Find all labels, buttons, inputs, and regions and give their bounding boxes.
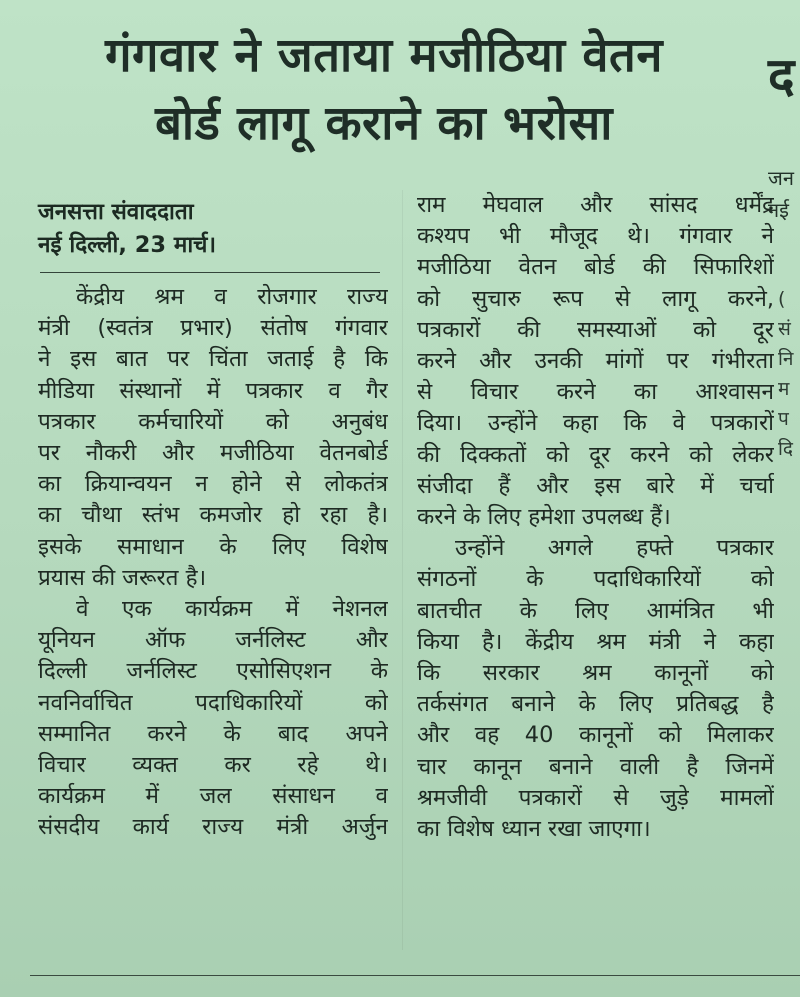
article-line: से विचार करने का आश्वासन bbox=[417, 379, 774, 406]
headline bbox=[14, 22, 754, 158]
adjacent-text-line: ( bbox=[778, 288, 786, 310]
byline-dateline: नई दिल्ली, 23 मार्च। bbox=[38, 232, 216, 258]
article-line: प्रयास की जरूरत है। bbox=[38, 564, 207, 591]
byline-rule bbox=[40, 272, 380, 273]
article-line: पत्रकार कर्मचारियों को अनुबंध bbox=[38, 408, 388, 435]
article-line: सम्मानित करने के बाद अपने bbox=[38, 720, 388, 747]
article-line: इसके समाधान के लिए विशेष bbox=[38, 533, 388, 560]
column-divider bbox=[402, 190, 403, 950]
adjacent-text-fragments bbox=[778, 284, 793, 464]
article-line: संगठनों के पदाधिकारियों को bbox=[417, 566, 774, 593]
adjacent-byline-line: जन bbox=[768, 166, 794, 190]
article-line: वे एक कार्यक्रम में नेशनल bbox=[76, 596, 388, 623]
adjacent-text-line: नि bbox=[778, 348, 794, 370]
article-line: श्रमजीवी पत्रकारों से जुड़े मामलों bbox=[417, 784, 774, 811]
byline bbox=[38, 196, 216, 262]
article-line: चार कानून बनाने वाली है जिनमें bbox=[417, 753, 774, 780]
article-line: और वह 40 कानूनों को मिलाकर bbox=[417, 722, 774, 749]
adjacent-text-line: म bbox=[778, 378, 790, 400]
adjacent-headline-fragment: द bbox=[768, 47, 795, 105]
article-line: नवनिर्वाचित पदाधिकारियों को bbox=[38, 689, 388, 716]
article-line: का चौथा स्तंभ कमजोर हो रहा है। bbox=[38, 502, 388, 529]
article-line: का विशेष ध्यान रखा जाएगा। bbox=[417, 816, 651, 843]
article-line: को सुचारु रूप से लागू करने, bbox=[417, 285, 774, 312]
article-line: कि सरकार श्रम कानूनों को bbox=[417, 660, 774, 687]
headline-line-2: बोर्ड लागू कराने का भरोसा bbox=[155, 96, 613, 151]
article-line: मीडिया संस्थानों में पत्रकार व गैर bbox=[38, 377, 388, 404]
article-line: पत्रकारों की समस्याओं को दूर bbox=[417, 316, 774, 343]
article-line: ने इस बात पर चिंता जताई है कि bbox=[38, 346, 388, 373]
article-line: कार्यक्रम में जल संसाधन व bbox=[38, 783, 388, 810]
article-line: तर्कसंगत बनाने के लिए प्रतिबद्ध है bbox=[417, 691, 774, 718]
article-line: केंद्रीय श्रम व रोजगार राज्य bbox=[76, 284, 388, 310]
article-line: कश्यप भी मौजूद थे। गंगवार ने bbox=[417, 223, 774, 250]
article-line: दिल्ली जर्नलिस्ट एसोसिएशन के bbox=[38, 658, 388, 685]
adjacent-text-line: दि bbox=[778, 438, 794, 460]
bottom-rule bbox=[30, 975, 800, 976]
article-line: यूनियन ऑफ जर्नलिस्ट और bbox=[38, 627, 388, 654]
article-line: किया है। केंद्रीय श्रम मंत्री ने कहा bbox=[417, 628, 774, 655]
article-line: संसदीय कार्य राज्य मंत्री अर्जुन bbox=[38, 814, 388, 841]
article-line: विचार व्यक्त कर रहे थे। bbox=[38, 752, 388, 779]
article-line: का क्रियान्वयन न होने से लोकतंत्र bbox=[38, 471, 388, 498]
article-line: करने और उनकी मांगों पर गंभीरता bbox=[417, 348, 774, 375]
article-line: संजीदा हैं और इस बारे में चर्चा bbox=[417, 472, 774, 499]
adjacent-byline-line: नई bbox=[768, 198, 789, 222]
article-line: मजीठिया वेतन बोर्ड की सिफारिशों bbox=[417, 254, 774, 281]
adjacent-byline-fragments bbox=[768, 162, 794, 226]
adjacent-text-line: प bbox=[778, 408, 789, 430]
article-line: उन्होंने अगले हफ्ते पत्रकार bbox=[455, 535, 774, 562]
article-line: करने के लिए हमेशा उपलब्ध हैं। bbox=[417, 504, 671, 531]
article-line: बातचीत के लिए आमंत्रित भी bbox=[417, 597, 774, 624]
adjacent-text-line: सं bbox=[778, 318, 791, 340]
byline-reporter: जनसत्ता संवाददाता bbox=[38, 199, 194, 225]
article-line: पर नौकरी और मजीठिया वेतनबोर्ड bbox=[38, 440, 388, 467]
article-right-column bbox=[417, 190, 774, 845]
article-line: मंत्री (स्वतंत्र प्रभार) संतोष गंगवार bbox=[38, 315, 388, 342]
article-line: दिया। उन्होंने कहा कि वे पत्रकारों bbox=[417, 410, 774, 437]
article-left-column bbox=[38, 282, 388, 844]
article-line: राम मेघवाल और सांसद धर्मेंद्र bbox=[417, 192, 774, 218]
article-line: की दिक्कतों को दूर करने को लेकर bbox=[417, 441, 774, 468]
headline-line-1: गंगवार ने जताया मजीठिया वेतन bbox=[105, 28, 663, 83]
